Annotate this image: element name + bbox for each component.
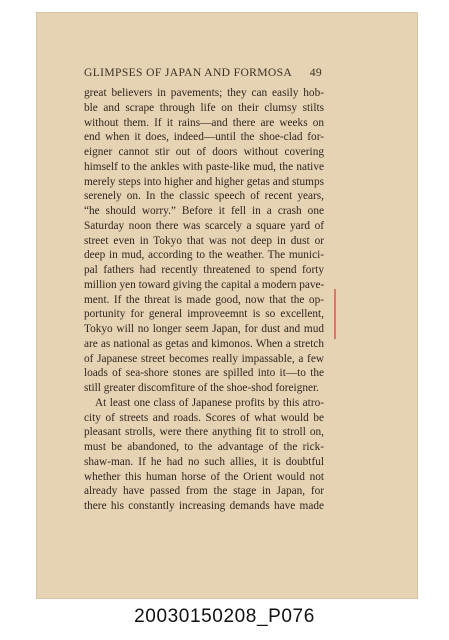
text-line: ble and scrape through life on their clumsy stilts — [84, 101, 324, 114]
text-line: eigner cannot stir out of doors without covering — [84, 146, 324, 158]
body-text — [84, 86, 324, 514]
margin-mark — [334, 289, 336, 339]
text-line: street even in Tokyo that was not deep in dust or — [84, 234, 324, 247]
text-line: already have passed from the stage in Japan, for — [84, 485, 324, 498]
text-line: ment. If the threat is made good, now that the op- — [84, 293, 324, 306]
scan-caption: 20030150208_P076 — [134, 606, 315, 627]
text-line: there his constantly increasing demands have made — [84, 500, 324, 512]
text-line: million yen toward giving the capital a modern pave- — [84, 278, 325, 291]
text-line: still greater discomfiture of the shoe-shod foreigner. — [84, 382, 319, 394]
text-line: pleasant strolls, were there anything fit to stroll on, — [84, 426, 324, 439]
text-line: end when it does, indeed—until the shoe-clad for- — [84, 131, 324, 144]
text-line: himself to the ankles with paste-like mud, the native — [84, 160, 324, 173]
text-line: city of streets and roads. Scores of what would be — [84, 411, 324, 424]
text-line: merely steps into higher and higher getas and stumps — [84, 175, 324, 188]
text-line: must be abandoned, to the advantage of the rick- — [84, 441, 324, 453]
text-line: deep in mud, according to the weather. The munici- — [84, 249, 324, 262]
text-line: shaw-man. If he had no such allies, it is doubtful — [84, 455, 324, 468]
text-line: whether this human horse of the Orient would not — [84, 470, 324, 483]
text-line: “he should worry.” Before it fell in a crash one — [84, 205, 324, 217]
book-page — [36, 12, 418, 599]
text-line: great believers in pavements; they can easily hob- — [84, 87, 324, 99]
text-line: without them. If it rains—and there are weeks on — [84, 116, 324, 129]
text-line: pal fathers had recently threatened to spend forty — [84, 264, 324, 276]
text-line: At least one class of Japanese profits by this atro- — [95, 396, 324, 409]
text-line: Tokyo will no longer seem Japan, for dust and mud — [84, 323, 324, 335]
running-head — [84, 66, 322, 79]
text-line: of Japanese street becomes really impassable, a few — [84, 352, 324, 365]
text-line: loads of sea-shore stones are spilled into it—to the — [84, 367, 324, 380]
text-line: are as national as getas and kimonos. When a stretch — [84, 337, 324, 350]
text-line: serenely on. In the classic speech of recent years, — [84, 190, 324, 203]
running-head-title: GLIMPSES OF JAPAN AND FORMOSA — [84, 66, 293, 79]
page-number: 49 — [309, 66, 322, 79]
text-line: Saturday noon there was scarcely a square yard of — [84, 219, 324, 232]
text-line: portunity for general improveemnt is so excellent, — [84, 308, 324, 321]
